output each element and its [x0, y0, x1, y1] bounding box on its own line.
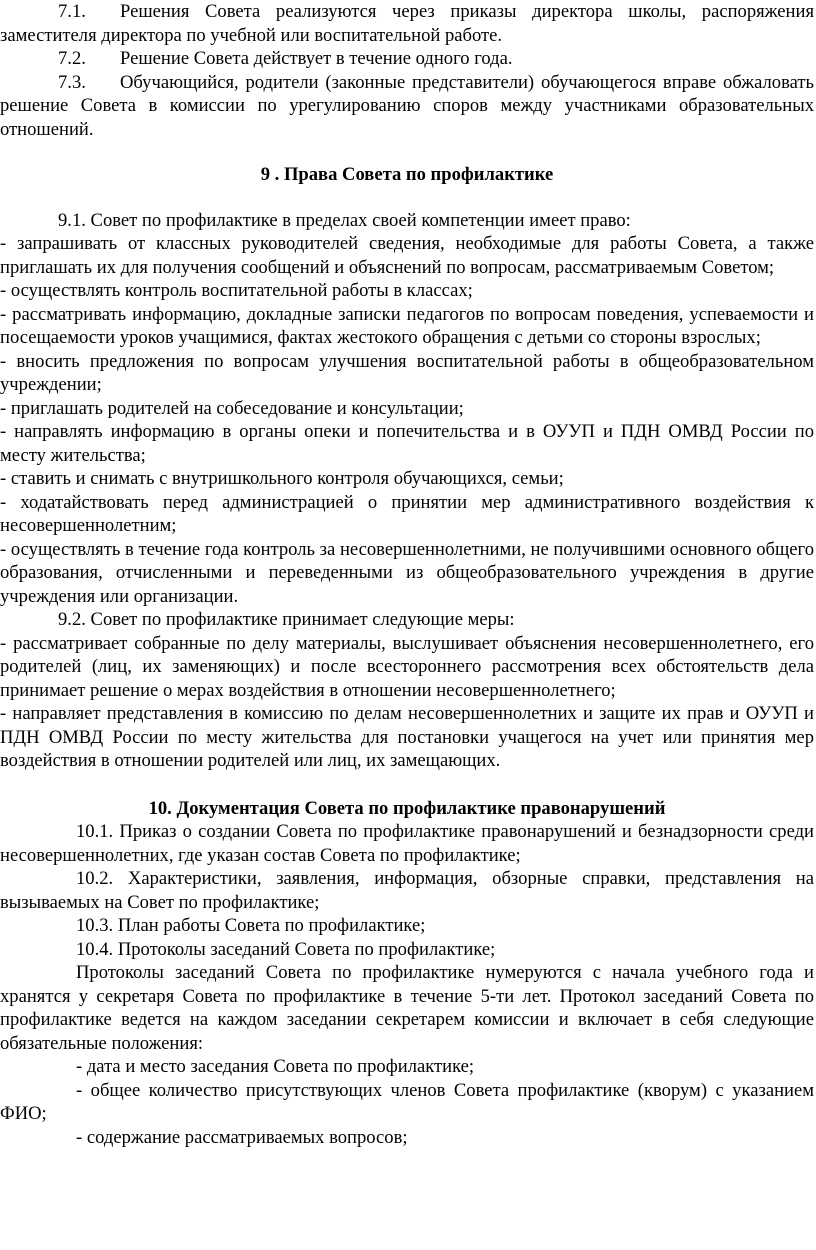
item-10-3: 10.3. План работы Совета по профилактике;	[76, 915, 426, 936]
list-item: - дата и место заседания Совета по профилактике;	[76, 1056, 475, 1077]
list-item: - запрашивать от классных руководителей сведения, необходимые для работы Совета, а также приглашать их для получения сообщений и объяснений по вопросам, рассматриваемым Советом;	[0, 233, 814, 278]
paragraph-9-1-intro: 9.1. Совет по профилактике в пределах своей компетенции имеет право:	[58, 209, 631, 231]
spacer	[0, 773, 814, 797]
item-10-4: 10.4. Протоколы заседаний Совета по профилактике;	[76, 938, 496, 960]
item-number: 7.2.	[58, 48, 86, 69]
list-item: - рассматривать информацию, докладные записки педагогов по вопросам поведения, успеваемости и посещаемости уроков учащимися, фактах жестокого обращения с детьми со стороны взрослых;	[0, 303, 814, 348]
item-7-1	[0, 0, 814, 47]
spacer	[0, 141, 814, 163]
list-item: - содержание рассматриваемых вопросов;	[76, 1126, 408, 1148]
item-number: 7.3.	[58, 71, 86, 93]
list-item: - направляет представления в комиссию по делам несовершеннолетних и защите их прав и ОУУП и ПДН ОМВД России по месту жительства для постановки учащегося на учет или принятия мер воздействия в отношении родителей или лиц, их замещающих.	[0, 703, 814, 771]
list-item: - осуществлять в течение года контроль за несовершеннолетними, не получившими основного общего образования, отчисленными и переведенными из общеобразовательного учреждения в другие учреждения или организации.	[0, 538, 814, 607]
item-text: Решения Совета реализуются через приказы директора школы, распоряжения заместителя директора по учебной или воспитательной работе.	[0, 1, 814, 46]
list-item: - рассматривает собранные по делу материалы, выслушивает объяснения несовершеннолетнего, его родителей (лиц, их заменяющих) и после всестороннего рассмотрения всех обстоятельств дела принимает решение о мерах воздействия в отношении несовершеннолетнего;	[0, 632, 814, 701]
item-number: 7.1.	[58, 1, 86, 22]
section-9-heading: 9 . Права Совета по профилактике	[260, 164, 554, 185]
list-item: - направлять информацию в органы опеки и попечительства и в ОУУП и ПДН ОМВД России по месту жительства;	[0, 421, 814, 466]
list-item: - осуществлять контроль воспитательной работы в классах;	[0, 280, 473, 301]
protocols-paragraph: Протоколы заседаний Совета по профилактике нумеруются с начала учебного года и хранятся у секретаря Совета по профилактике в течение 5-ти лет. Протокол заседаний Совета по профилактике ведется на каждом заседании секретарем комиссии и включает в себя следующие обязательные положения:	[0, 962, 814, 1054]
list-item: - вносить предложения по вопросам улучшения воспитательной работы в общеобразовательном учреждении;	[0, 350, 814, 395]
item-text: Решение Совета действует в течение одного года.	[120, 48, 513, 69]
spacer	[0, 187, 814, 209]
list-item: - ходатайствовать перед администрацией о принятии мер административного воздействия к несовершеннолетним;	[0, 491, 814, 536]
list-item: - ставить и снимать с внутришкольного контроля обучающихся, семьи;	[0, 468, 564, 489]
item-10-2: 10.2. Характеристики, заявления, информация, обзорные справки, представления на вызываемых на Совет по профилактике;	[0, 868, 814, 913]
paragraph-9-2-intro: 9.2. Совет по профилактике принимает следующие меры:	[58, 609, 515, 630]
section-10-heading: 10. Документация Совета по профилактике правонарушений	[148, 797, 666, 819]
item-7-3	[0, 71, 814, 142]
list-item: - общее количество присутствующих членов Совета профилактике (кворум) с указанием ФИО;	[0, 1079, 814, 1124]
item-text: Обучающийся, родители (законные представители) обучающегося вправе обжаловать решение Совета в комиссии по урегулированию споров между участниками образовательных отношений.	[0, 71, 814, 140]
item-10-1: 10.1. Приказ о создании Совета по профилактике правонарушений и безнадзорности среди несовершеннолетних, где указан состав Совета по профилактике;	[0, 821, 814, 866]
list-item: - приглашать родителей на собеседование и консультации;	[0, 397, 464, 419]
item-7-2	[0, 47, 814, 71]
